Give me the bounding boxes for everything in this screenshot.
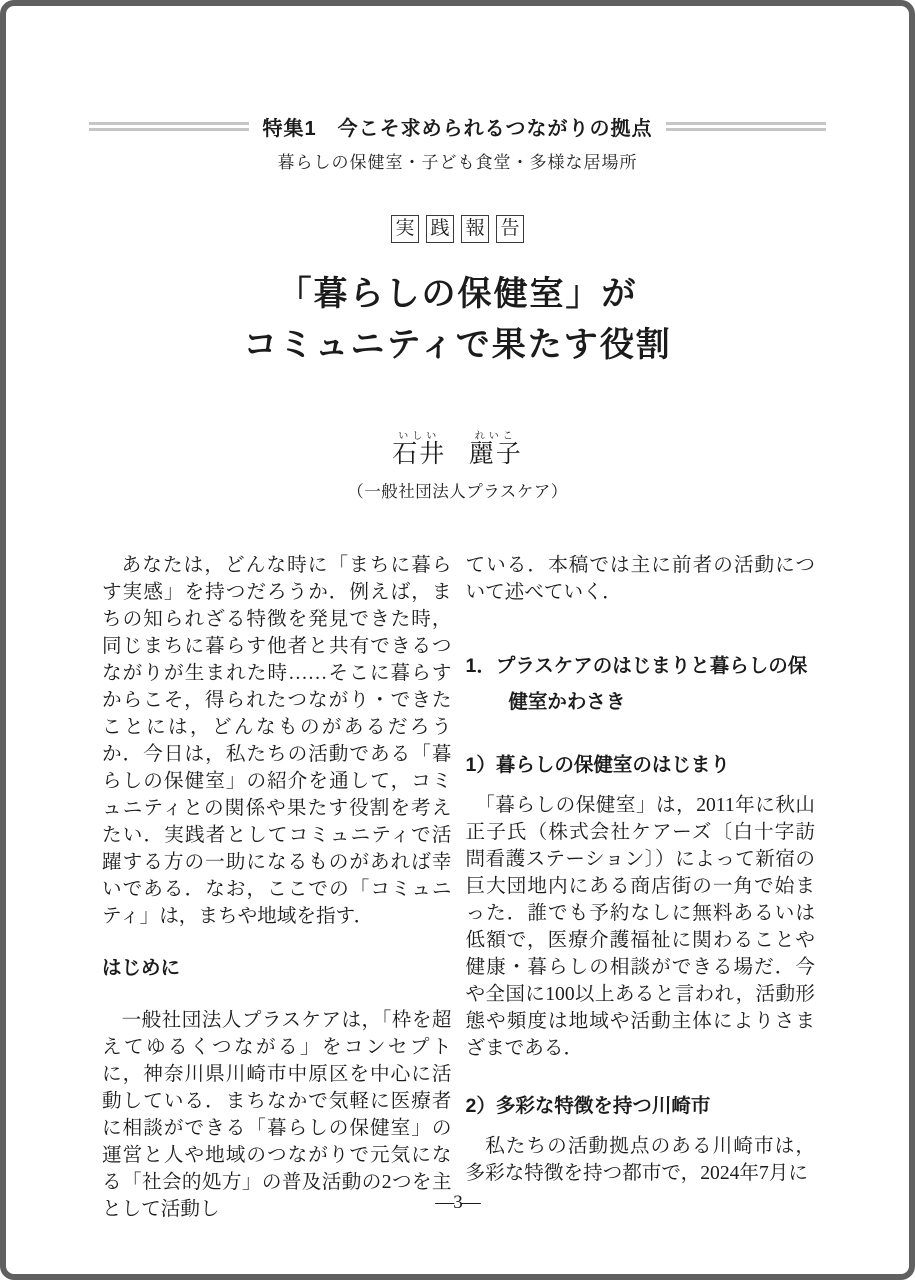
paragraph-hokenshitsu-origin: 「暮らしの保健室」は，2011年に秋山正子氏（株式会社ケアーズ〔白十字訪問看護ステーション〕）によって新宿の巨大団地内にある商店街の一角で始まった．誰でも予約なしに無料あるいは低額で，医療介護福祉に関わることや健康・暮らしの相談ができる場だ．今や全国に100以上あると言われ，活動形態や頻度は地域や活動主体によりさまざまである．: [465, 795, 815, 1059]
article-body: [102, 552, 815, 1223]
feature-title: 特集1 今こそ求められるつながりの拠点: [262, 118, 653, 140]
paragraph-lead: あなたは，どんな時に「まちに暮らす実感」を持つだろうか．例えば，まちの知られざる特徴を発見できた時，同じまちに暮らす他者と共有できるつながりが生まれた時……そこに暮らすからこそ，得られたつながり・できたことには，どんなものがあるだろうか．今日は，私たちの活動である「暮らしの保健室」の紹介を通して，コミュニティとの関係や果たす役割を考えたい．実践者としてコミュニティで活躍する方の一助になるものがあれば幸いである．なお，ここでの「コミュニティ」は，まちや地域を指す．: [102, 555, 452, 927]
section-heading-1: 1．プラスケアのはじまりと暮らしの保健室かわさき: [465, 655, 808, 713]
page-header: [6, 112, 909, 173]
article-type-badge: [6, 215, 909, 243]
badge-char: 践: [426, 215, 454, 243]
author-name: [6, 431, 909, 470]
badge-char: 告: [496, 215, 524, 243]
badge-char: 実: [391, 215, 419, 243]
header-rule-left: [89, 122, 249, 131]
author-given: [468, 431, 523, 468]
section-heading-intro: はじめに: [102, 957, 181, 979]
header-rule-right: [666, 122, 826, 131]
author-family: [392, 431, 447, 468]
author-affiliation: （一般社団法人プラスケア）: [347, 482, 568, 501]
feature-subtitle: 暮らしの保健室・子ども食堂・多様な居場所: [277, 153, 638, 172]
author-block: [6, 431, 909, 502]
page-number: ―3―: [435, 1192, 480, 1213]
paragraph-intro-continuation: ている．本稿では主に前者の活動について述べていく．: [465, 555, 815, 603]
left-column: [102, 552, 452, 1223]
article-title-line2: コミュニティで果たす役割: [243, 327, 672, 364]
subsection-heading-1-1: 1）暮らしの保健室のはじまり: [465, 754, 730, 776]
author-given-text: 麗子: [468, 441, 523, 468]
paragraph-intro: 一般社団法人プラスケアは，「枠を超えてゆるくつながる」をコンセプトに，神奈川県川崎市中原区を中心に活動している．まちなかで気軽に医療者に相談ができる「暮らしの保健室」の運営と人や地域のつながりで元気になる「社会的処方」の普及活動の2つを主として活動し: [102, 1010, 452, 1220]
article-title-line1: 「暮らしの保健室」が: [277, 276, 638, 313]
paragraph-kawasaki: 私たちの活動拠点のある川崎市は，多彩な特徴を持つ都市で，2024年7月に: [465, 1136, 815, 1184]
author-given-furigana: れいこ: [468, 431, 523, 442]
article-title: [6, 269, 909, 371]
badge-char: 報: [461, 215, 489, 243]
right-column: [466, 552, 816, 1223]
author-family-text: 石井: [392, 441, 447, 468]
feature-header-row: [6, 112, 909, 141]
author-family-furigana: いしい: [392, 431, 447, 442]
subsection-heading-1-2: 2）多彩な特徴を持つ川崎市: [465, 1095, 711, 1117]
